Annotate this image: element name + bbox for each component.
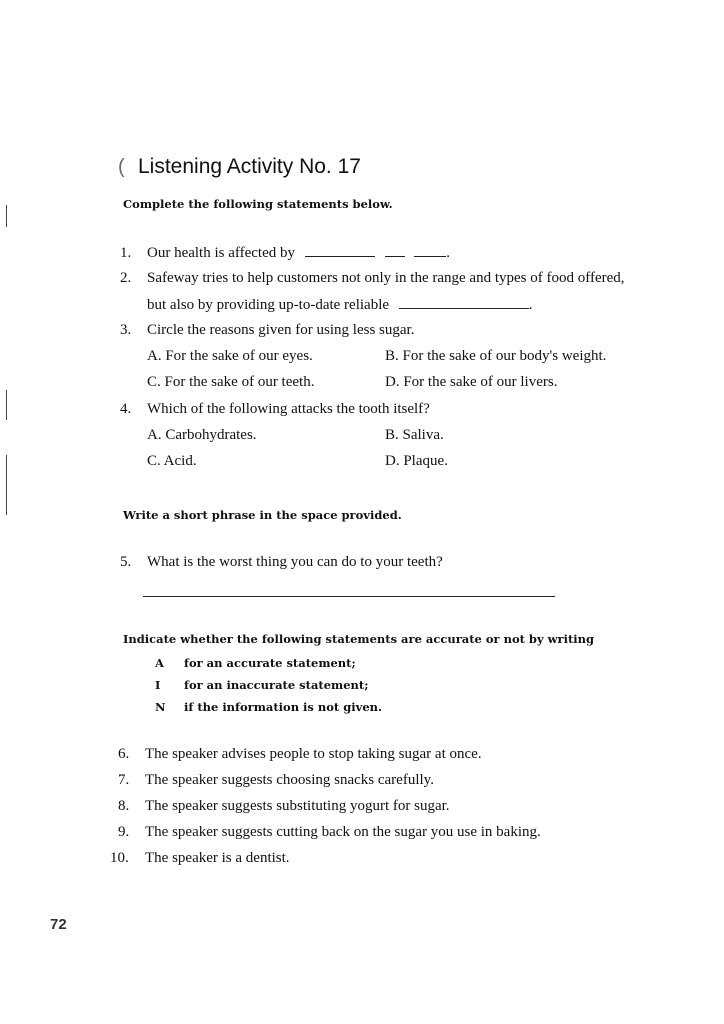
statement-10-text: The speaker is a dentist.: [145, 850, 290, 866]
statement-8-text: The speaker suggests substituting yogurt for sugar.: [145, 798, 450, 814]
statement-8-number: 8.: [118, 798, 130, 814]
code-accurate: [155, 656, 455, 672]
statement-6: [118, 746, 482, 763]
question-2-line1: Safeway tries to help customers not only in the range and types of food offered,: [147, 270, 625, 286]
question-3-number: 3.: [120, 322, 132, 338]
question-4-option-c[interactable]: C. Acid.: [147, 453, 197, 469]
question-4: [120, 401, 430, 418]
code-letter-n: N: [155, 700, 166, 714]
question-1: [120, 244, 450, 262]
question-5-number: 5.: [120, 554, 132, 570]
statement-9-text: The speaker suggests cutting back on the sugar you use in baking.: [145, 824, 541, 840]
question-2-blank[interactable]: [399, 296, 529, 309]
question-3-option-c[interactable]: C. For the sake of our teeth.: [147, 374, 315, 390]
question-1-end: .: [446, 245, 451, 261]
question-1-number: 1.: [120, 245, 132, 261]
question-2-line2: but also by providing up-to-date reliable: [147, 297, 390, 313]
question-2-end: .: [528, 297, 533, 313]
code-not-given: [155, 700, 455, 716]
scan-margin-mark: [6, 390, 7, 420]
statement-6-text: The speaker advises people to stop taking sugar at once.: [145, 746, 482, 762]
question-1-blank-2[interactable]: [385, 244, 405, 257]
question-4-number: 4.: [120, 401, 132, 417]
statement-10-number: 10.: [110, 850, 129, 866]
question-5-text: What is the worst thing you can do to your teeth?: [147, 554, 443, 570]
statement-9: [118, 824, 541, 841]
code-letter-i: I: [155, 678, 161, 692]
question-3: [120, 322, 414, 339]
question-3-text: Circle the reasons given for using less sugar.: [147, 322, 415, 338]
question-1-text: Our health is affected by: [147, 245, 296, 261]
statement-7-text: The speaker suggests choosing snacks carefully.: [145, 772, 434, 788]
statement-7-number: 7.: [118, 772, 130, 788]
statement-7: [118, 772, 434, 789]
title-ornament: (: [118, 156, 125, 178]
code-desc-n: if the information is not given.: [184, 700, 383, 714]
question-4-text: Which of the following attacks the tooth itself?: [147, 401, 430, 417]
statement-9-number: 9.: [118, 824, 130, 840]
question-4-option-b[interactable]: B. Saliva.: [385, 427, 444, 443]
question-5: [120, 554, 443, 571]
statement-6-number: 6.: [118, 746, 130, 762]
code-desc-i: for an inaccurate statement;: [184, 678, 369, 692]
question-1-blank[interactable]: [305, 244, 375, 257]
question-3-option-b[interactable]: B. For the sake of our body's weight.: [385, 348, 607, 364]
statement-8: [118, 798, 450, 815]
code-desc-a: for an accurate statement;: [184, 656, 356, 670]
activity-title-text: Listening Activity No. 17: [138, 155, 361, 178]
statement-10: [110, 850, 290, 867]
section3-heading: Indicate whether the following statements are accurate or not by writing: [123, 632, 595, 646]
activity-title: [118, 155, 361, 179]
page-number: 72: [50, 916, 67, 933]
question-4-option-d[interactable]: D. Plaque.: [385, 453, 448, 469]
question-1-blank-3[interactable]: [414, 244, 446, 257]
code-inaccurate: [155, 678, 455, 694]
question-3-option-d[interactable]: D. For the sake of our livers.: [385, 374, 558, 390]
question-2-continued: [147, 296, 533, 314]
section2-heading: Write a short phrase in the space provided.: [123, 508, 402, 522]
question-2-number: 2.: [120, 270, 132, 286]
question-5-answer-line[interactable]: [143, 596, 555, 597]
code-letter-a: A: [155, 656, 164, 670]
question-3-option-a[interactable]: A. For the sake of our eyes.: [147, 348, 313, 364]
section1-heading: Complete the following statements below.: [123, 197, 393, 211]
scan-margin-mark: [6, 455, 7, 515]
question-4-option-a[interactable]: A. Carbohydrates.: [147, 427, 257, 443]
question-2: [120, 270, 625, 287]
scan-margin-mark: [6, 205, 7, 227]
